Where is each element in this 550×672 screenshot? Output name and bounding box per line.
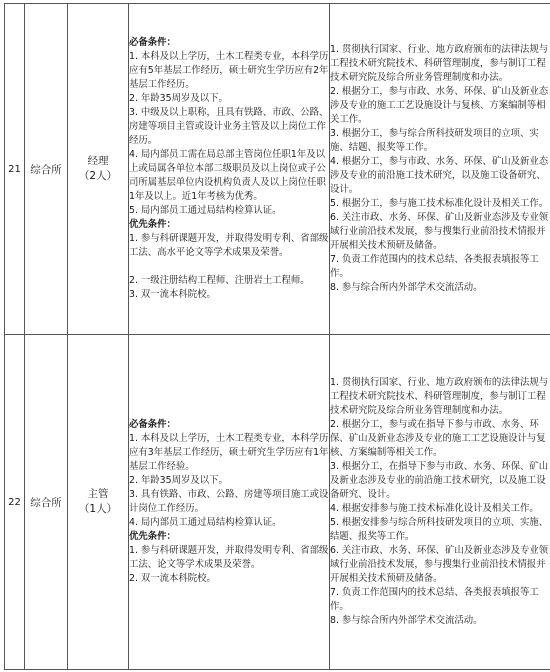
required-item: 4. 局内部员工需在局总部主管岗位任职1年及以上或局属各单位本部二级职员及以上岗位或子公司所属基层单位内设机构负责人及以上岗位任职1年及以上。近1年考核为优秀。: [129, 149, 326, 202]
table-row: [5, 335, 550, 670]
required-item: 1. 本科及以上学历，土木工程类专业，本科学历应有5年基层工作经历，硕士研究生学历应有2年基层工作经历。: [129, 51, 329, 90]
duty-item: 4. 根据分工，参与市政、水务、环保、矿山及新业态涉及专业的前沿施工技术研究，以及施工设备研究、设计。: [330, 156, 549, 195]
duty-item: 1. 贯彻执行国家、行业、地方政府颁布的法律法规与工程技术研究院技术、科研管理制度，参与制订工程技术研究院及综合所业务管理制度和办法。: [330, 44, 549, 83]
duty-item: 3. 根据分工，在指导下参与市政、水务、环保、矿山及新业态涉及专业的前沿施工技术研究，以及施工设备研究、设计。: [330, 461, 549, 500]
duty-item: 2. 根据分工，参与市政、水务、环保、矿山及新业态涉及专业的施工工艺设施设计与复核、方案编制等相关工作。: [330, 86, 549, 125]
duty-item: 3. 根据分工，参与综合所科技研发项目的立项、实施、结题、报奖等工作。: [330, 128, 539, 153]
duty-item: 6. 关注市政、水务、环保、矿山及新业态涉及专业领域行业前沿技术发展，参与搜集行业前沿技术情报并开展相关技术预研及储备。: [330, 212, 549, 251]
position-cell: [68, 4, 129, 335]
required-item: 2. 年龄35周岁及以下。: [129, 475, 228, 486]
requirements-cell: [129, 4, 330, 335]
spacer: [129, 260, 329, 274]
duties-cell: [330, 4, 550, 335]
table-row: [5, 4, 550, 335]
job-table: [4, 3, 550, 670]
required-item: 3. 中级及以上职称，且具有铁路、市政、公路、房建等项目主管或设计业务主管及以上岗位工作经历。: [129, 107, 329, 146]
required-label: 必备条件：: [129, 419, 176, 430]
row-number: 22: [5, 335, 25, 670]
duty-item: 4. 根据安排参与施工技术标准化设计及相关工作。: [330, 503, 539, 514]
required-item: 5. 局内部员工通过局结构检算认证。: [129, 205, 282, 216]
department-cell: 综合所: [25, 4, 68, 335]
required-item: 2. 年龄35周岁及以下。: [129, 93, 228, 104]
required-item: 4. 局内部员工通过局结构检算认证。: [129, 517, 282, 528]
duty-item: 2. 根据分工，参与或在指导下参与市政、水务、环保、矿山及新业态涉及专业的施工工艺设施设计与复核、方案编制等相关工作。: [330, 419, 546, 458]
duties-cell: [330, 335, 550, 670]
required-label: 必备条件：: [129, 37, 176, 48]
duty-item: 7. 负责工作范围内的技术总结、各类报表填报等工作。: [330, 254, 539, 279]
department-cell: 综合所: [25, 335, 68, 670]
preferred-item: 3. 双一流本科院校。: [129, 289, 216, 300]
duty-item: 5. 根据安排参与综合所科技研发项目的立项、实施、结题、报奖等工作。: [330, 517, 549, 542]
preferred-item: 2. 双一流本科院校。: [129, 573, 216, 584]
duty-item: 8. 参与综合所内外部学术交流活动。: [330, 282, 483, 293]
preferred-item: 1. 参与科研课题开发，并取得发明专利、省部级工法、高水平论文等学术成果及荣誉。: [129, 233, 329, 258]
preferred-item: 1. 参与科研课题开发，并取得发明专利、省部级工法、论文等学术成果及荣誉。: [129, 545, 329, 570]
position-cell: [68, 335, 129, 670]
duty-item: 6. 关注市政、水务、环保、矿山及新业态涉及专业领域行业前沿技术发展，参与搜集行业前沿技术情报并开展相关技术预研及储备。: [330, 545, 549, 584]
required-item: 3. 具有铁路、市政、公路、房建等项目施工或设计岗位工作经历。: [129, 489, 329, 514]
preferred-label: 优先条件：: [129, 219, 176, 230]
duty-item: 5. 根据分工，参与施工技术标准化设计及相关工作。: [330, 198, 549, 209]
position-title: 经理: [87, 155, 109, 167]
requirements-cell: [129, 335, 330, 670]
required-item: 1. 本科及以上学历，土木工程类专业，本科学历应有3年基层工作经历，硕士研究生学历应有1年基层工作经验。: [129, 433, 329, 472]
position-headcount: （2人）: [78, 170, 118, 182]
preferred-item: 2. 一级注册结构工程师、注册岩土工程师。: [129, 275, 310, 286]
duty-item: 8. 参与综合所内外部学术交流活动。: [330, 615, 483, 626]
position-title: 主管: [87, 488, 109, 500]
preferred-label: 优先条件：: [129, 531, 176, 542]
duty-item: 1. 贯彻执行国家、行业、地方政府颁布的法律法规与工程技术研究院技术、科研管理制度，参与制订工程技术研究院及综合所业务管理制度和办法。: [330, 377, 549, 416]
duty-item: 7. 负责工作范围内的技术总结、各类报表填报等工作。: [330, 587, 539, 612]
row-number: 21: [5, 4, 25, 335]
position-headcount: （1人）: [78, 503, 118, 515]
